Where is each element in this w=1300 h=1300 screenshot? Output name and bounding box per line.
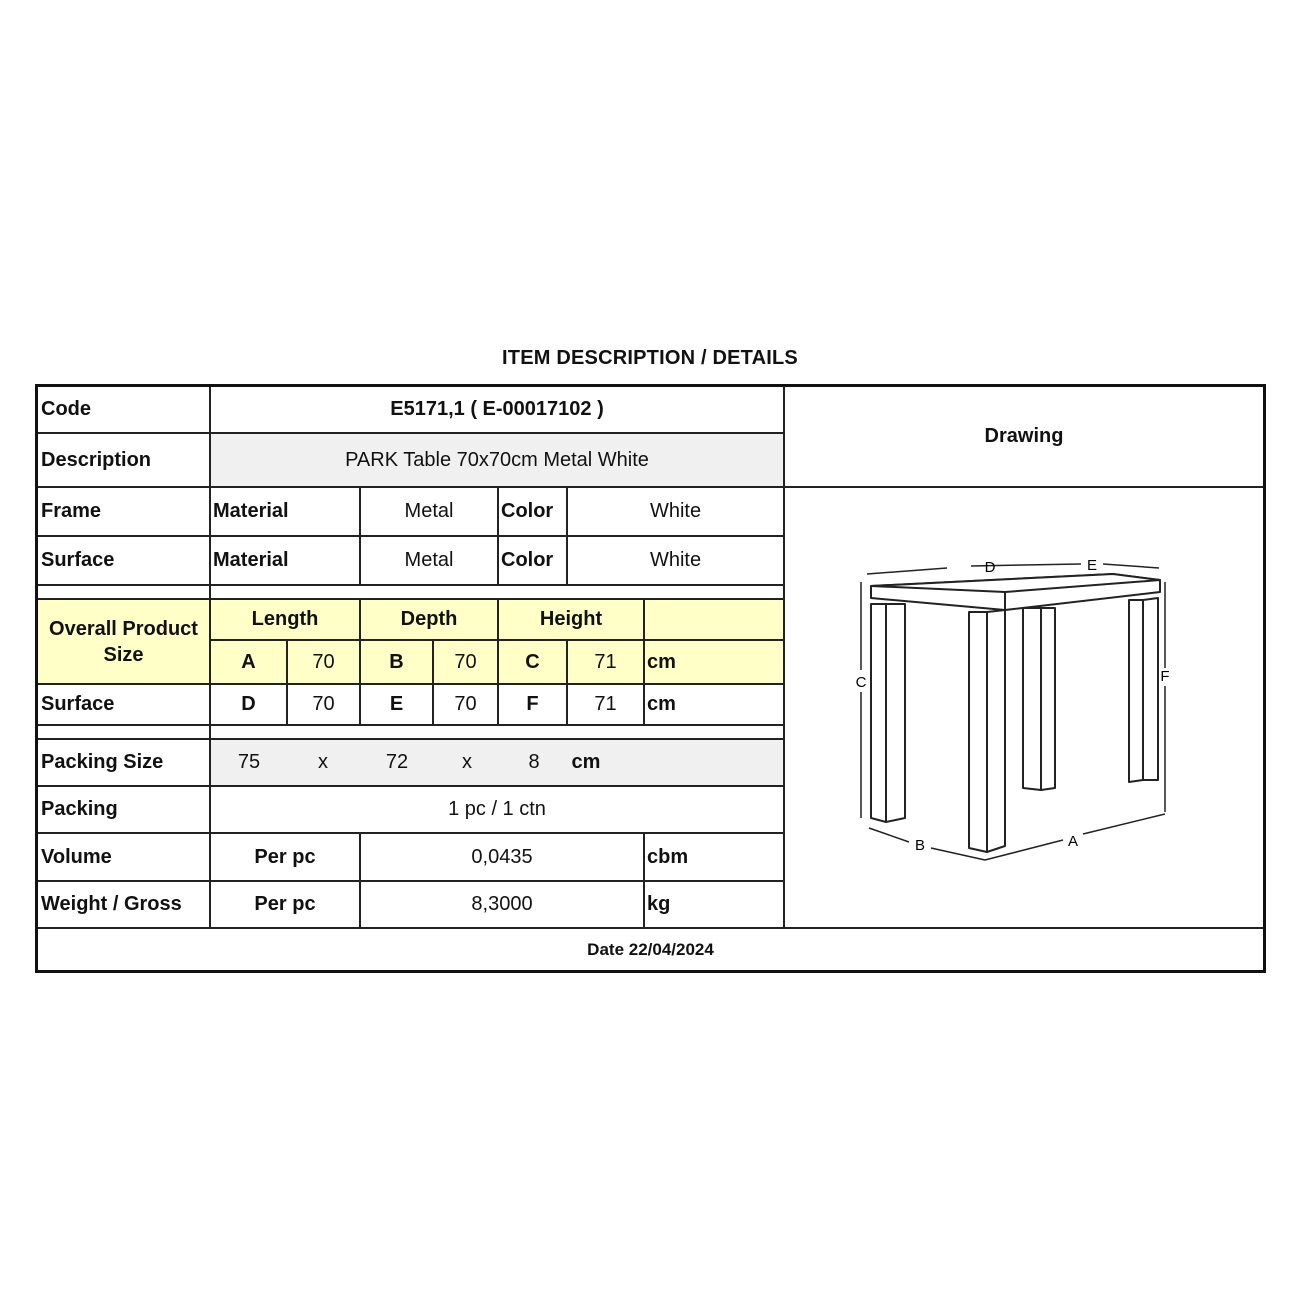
dim-label-e: E [1086,557,1098,574]
table-leg-front-left [871,604,886,822]
packing-size-label: Packing Size [41,751,164,773]
dim-b-value: 70 [454,650,477,673]
frame-material-label: Material [213,500,289,522]
dim-d-value: 70 [312,693,335,715]
code-label: Code [41,398,91,420]
dim-label-b: B [914,837,926,854]
surface-size-unit: cm [647,693,676,715]
frame-color-value: White [649,500,702,522]
packing-size-unit: cm [571,751,601,773]
length-header: Length [251,608,319,630]
volume-value: 0,0435 [471,845,533,868]
date-footer: Date 22/04/2024 [587,939,714,959]
dim-label-c: C [855,674,867,691]
dim-c-value: 71 [594,650,617,673]
dim-d-label: D [241,693,256,715]
overall-size-label: Overall Product Size [49,617,198,666]
packing-size-x2: x [462,751,472,773]
volume-per-label: Per pc [254,845,316,868]
dim-c-label: C [525,650,540,673]
packing-size-height: 8 [528,751,540,773]
weight-per-label: Per pc [254,893,316,915]
table-dimension-drawing [785,488,1263,927]
table-leg-back-left [1023,608,1041,790]
frame-label: Frame [41,500,102,522]
table-leg-back-right [1129,600,1143,782]
dim-a-value: 70 [312,650,335,673]
overall-unit: cm [647,650,676,673]
packing-size-length: 75 [237,751,261,773]
dim-label-a: A [1067,833,1079,850]
surface-color-label: Color [501,549,554,571]
code-value: E5171,1 ( E-00017102 ) [390,398,604,420]
surface-label: Surface [41,549,115,571]
packing-label: Packing [41,798,118,820]
dim-f-label: F [526,693,539,715]
packing-value: 1 pc / 1 ctn [448,798,546,820]
dim-e-value: 70 [454,693,477,715]
surface-material-value: Metal [404,549,454,571]
surface-size-label: Surface [41,693,115,715]
description-label: Description [41,448,152,471]
frame-color-label: Color [501,500,554,522]
description-value: PARK Table 70x70cm Metal White [345,448,649,471]
dim-f-value: 71 [594,693,617,715]
volume-label: Volume [41,845,112,868]
packing-size-shade [210,738,783,785]
volume-unit: cbm [647,845,689,868]
surface-color-value: White [649,549,702,571]
frame-material-value: Metal [404,500,454,522]
weight-label: Weight / Gross [41,893,182,915]
packing-size-width: 72 [385,751,409,773]
spec-sheet [35,384,1266,973]
weight-unit: kg [647,893,671,915]
table-leg-front-center [969,612,987,852]
dim-b-label: B [389,650,404,673]
packing-size-x1: x [318,751,328,773]
drawing-label: Drawing [984,425,1064,447]
dim-a-label: A [241,650,256,673]
page-title: ITEM DESCRIPTION / DETAILS [502,347,798,369]
dim-label-d: D [984,559,996,576]
depth-header: Depth [400,608,458,630]
dim-label-f: F [1160,668,1170,685]
dim-e-label: E [389,693,404,715]
surface-material-label: Material [213,549,289,571]
weight-value: 8,3000 [471,893,533,915]
height-header: Height [539,608,603,630]
